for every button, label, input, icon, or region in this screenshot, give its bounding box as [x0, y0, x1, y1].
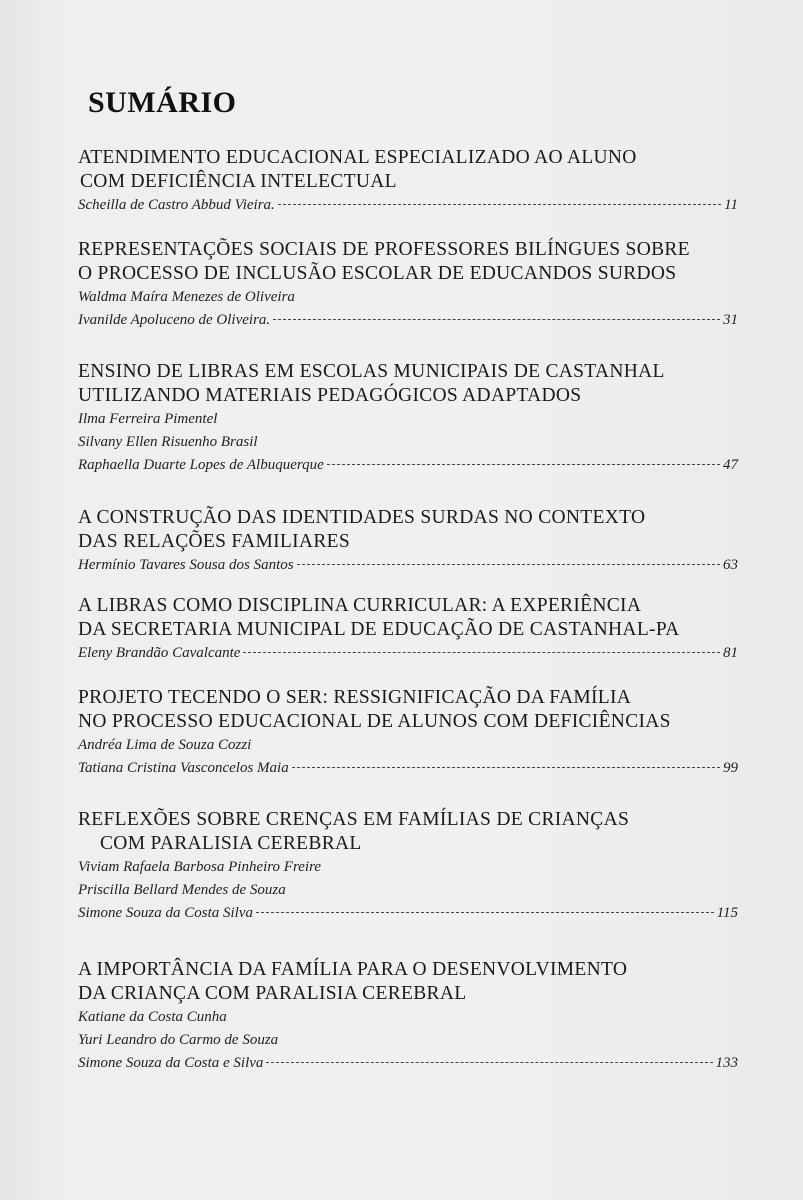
page-number: 11 — [724, 197, 738, 213]
entry-title-line: A IMPORTÂNCIA DA FAMÍLIA PARA O DESENVOLVIMENTO — [78, 959, 628, 980]
entry-author-row — [78, 757, 738, 780]
entry-title-line: PROJETO TECENDO O SER: RESSIGNIFICAÇÃO DA FAMÍLIA — [78, 687, 632, 708]
entry-title-line: UTILIZANDO MATERIAIS PEDAGÓGICOS ADAPTADOS — [78, 385, 582, 406]
toc-entry — [78, 686, 738, 780]
entry-title-line: ENSINO DE LIBRAS EM ESCOLAS MUNICIPAIS DE CASTANHAL — [78, 361, 665, 382]
entry-title-line: DA CRIANÇA COM PARALISIA CEREBRAL — [78, 983, 467, 1004]
toc-entry — [78, 594, 738, 665]
toc-entry — [78, 506, 738, 577]
entry-title-line: DA SECRETARIA MUNICIPAL DE EDUCAÇÃO DE CASTANHAL-PA — [78, 619, 680, 640]
dot-leader — [327, 463, 720, 465]
dot-leader — [292, 766, 720, 768]
author-name: Raphaella Duarte Lopes de Albuquerque — [78, 457, 324, 473]
entry-title-line: COM PARALISIA CEREBRAL — [100, 833, 362, 854]
author-name: Yuri Leandro do Carmo de Souza — [78, 1032, 279, 1048]
entry-author-row — [78, 309, 738, 332]
page-number: 63 — [723, 557, 738, 573]
author-name: Eleny Brandão Cavalcante — [78, 645, 241, 661]
dot-leader — [297, 563, 720, 565]
page-number: 81 — [723, 645, 738, 661]
author-name: Simone Souza da Costa e Silva — [78, 1055, 264, 1071]
entry-author-row — [78, 454, 738, 477]
author-name: Viviam Rafaela Barbosa Pinheiro Freire — [78, 859, 322, 875]
author-name: Waldma Maíra Menezes de Oliveira — [78, 289, 295, 305]
author-name: Katiane da Costa Cunha — [78, 1009, 227, 1025]
toc-entry — [78, 360, 738, 477]
dot-leader — [266, 1061, 712, 1063]
author-name: Silvany Ellen Risuenho Brasil — [78, 434, 258, 450]
entry-author-row — [78, 554, 738, 577]
entry-title-line: ATENDIMENTO EDUCACIONAL ESPECIALIZADO AO ALUNO — [78, 147, 637, 168]
toc-entry — [78, 238, 738, 332]
dot-leader — [273, 318, 720, 320]
entry-title-line: A CONSTRUÇÃO DAS IDENTIDADES SURDAS NO CONTEXTO — [78, 507, 646, 528]
dot-leader — [256, 911, 714, 913]
author-name: Priscilla Bellard Mendes de Souza — [78, 882, 286, 898]
entry-title-line: NO PROCESSO EDUCACIONAL DE ALUNOS COM DEFICIÊNCIAS — [78, 711, 671, 732]
entry-title-line: REFLEXÕES SOBRE CRENÇAS EM FAMÍLIAS DE CRIANÇAS — [78, 809, 630, 830]
author-name: Simone Souza da Costa Silva — [78, 905, 253, 921]
toc-entry — [78, 146, 738, 217]
page-number: 31 — [723, 312, 738, 328]
dot-leader — [278, 203, 721, 205]
toc-entry — [78, 958, 738, 1075]
page-number: 133 — [715, 1055, 738, 1071]
page-number: 115 — [716, 905, 738, 921]
author-name: Scheilla de Castro Abbud Vieira. — [78, 197, 275, 213]
entry-title-line: O PROCESSO DE INCLUSÃO ESCOLAR DE EDUCANDOS SURDOS — [78, 263, 677, 284]
entry-title-line: REPRESENTAÇÕES SOCIAIS DE PROFESSORES BILÍNGUES SOBRE — [78, 239, 690, 260]
page-number: 47 — [723, 457, 738, 473]
author-name: Ivanilde Apoluceno de Oliveira. — [78, 312, 271, 328]
entry-title-line: DAS RELAÇÕES FAMILIARES — [78, 531, 350, 552]
author-name: Andréa Lima de Souza Cozzi — [78, 737, 252, 753]
author-name: Ilma Ferreira Pimentel — [78, 411, 218, 427]
entry-title-line: A LIBRAS COMO DISCIPLINA CURRICULAR: A EXPERIÊNCIA — [78, 595, 642, 616]
entry-author-row — [78, 902, 738, 925]
entry-author-row — [78, 194, 738, 217]
author-name: Hermínio Tavares Sousa dos Santos — [78, 557, 294, 573]
dot-leader — [243, 651, 720, 653]
toc-entry — [78, 808, 738, 925]
author-name: Tatiana Cristina Vasconcelos Maia — [78, 760, 289, 776]
entry-author-row — [78, 642, 738, 665]
page-title: SUMÁRIO — [88, 86, 237, 119]
page-number: 99 — [723, 760, 738, 776]
entry-author-row — [78, 1052, 738, 1075]
entry-title-line: COM DEFICIÊNCIA INTELECTUAL — [80, 171, 397, 192]
